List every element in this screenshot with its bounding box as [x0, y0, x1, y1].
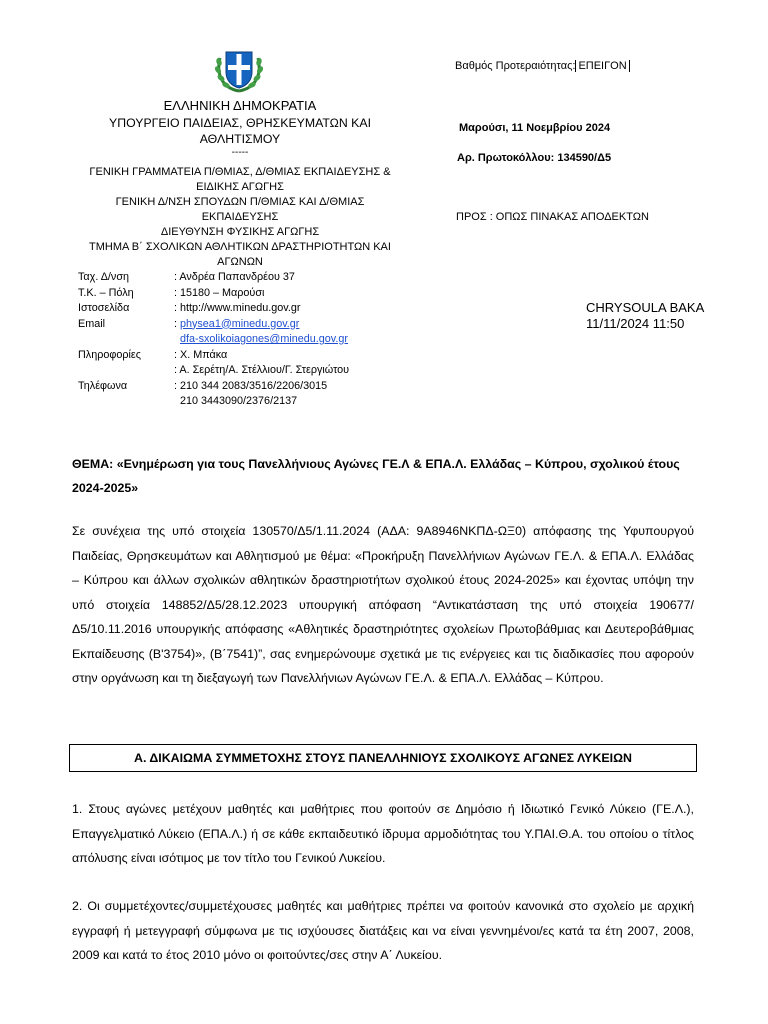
contact-label: Email: [78, 317, 105, 330]
directorate: ΔΙΕΥΘΥΝΣΗ ΦΥΣΙΚΗΣ ΑΓΩΓΗΣ: [160, 226, 320, 238]
contact-value: 210 3443090/2376/2137: [174, 395, 298, 407]
contact-row: [78, 332, 438, 348]
contact-row: [78, 286, 438, 302]
letterhead-units: [60, 165, 420, 270]
general-secretariat-line-2: ΕΙΔΙΚΗΣ ΑΓΩΓΗΣ: [196, 181, 284, 193]
contact-value: : http://www.minedu.gov.gr: [174, 302, 301, 314]
contact-value: : Ανδρέα Παπανδρέου 37: [174, 271, 295, 283]
contact-value: : Χ. Μπάκα: [174, 348, 228, 361]
contact-row: [78, 379, 438, 395]
contact-row: [78, 301, 438, 317]
contact-value: : 15180 – Μαρούσι: [174, 286, 265, 299]
contact-row: [78, 317, 438, 333]
separator: -----: [231, 147, 249, 158]
ministry-line-1: ΥΠΟΥΡΓΕΙΟ ΠΑΙΔΕΙΑΣ, ΘΡΗΣΚΕΥΜΑΤΩΝ ΚΑΙ: [109, 116, 371, 130]
contact-label: Ταχ. Δ/νση: [78, 271, 129, 283]
contact-label: Πληροφορίες: [78, 348, 141, 361]
general-directorate-line-2: ΕΚΠΑΙΔΕΥΣΗΣ: [201, 211, 279, 223]
department-line-1: ΤΜΗΜΑ Β΄ ΣΧΟΛΙΚΩΝ ΑΘΛΗΤΙΚΩΝ ΔΡΑΣΤΗΡΙΟΤΗΤΩΝ ΚΑΙ: [89, 241, 391, 253]
recipients-line: ΠΡΟΣ : ΟΠΩΣ ΠΙΝΑΚΑΣ ΑΠΟΔΕΚΤΩΝ: [456, 211, 649, 223]
contact-label: Τ.Κ. – Πόλη: [78, 286, 134, 299]
contact-row: [78, 270, 438, 286]
intro-paragraph: Σε συνέχεια της υπό στοιχεία 130570/Δ5/1.11.2024 (ΑΔΑ: 9Α8946ΝΚΠΔ-ΩΞ0) απόφασης της Υφυπουργού Παιδείας, Θρησκευμάτων και Αθλητισμού με θέμα: «Προκήρυξη Πανελλήνιων Αγώνων ΓΕ.Λ. & ΕΠΑ.Λ. Ελλάδας – Κύπρου και άλλων σχολικών αθλητικών δραστηριοτήτων σχολικού έτους 2024-2025» και έχοντας υπόψη την υπό στοιχεία 148852/Δ5/28.12.2023 υπουργική απόφαση “Αντικατάσταση της υπό στοιχεία 190677/Δ5/10.11.2016 υπουργικής απόφασης «Αθλητικές δραστηριότητες σχολείων Πρωτοβάθμιας και Δευτεροβάθμιας Εκπαίδευσης (Β'3754)», (Β΄7541)”, σας ενημερώνουμε σχετικά με τις ενέργειες και τις διαδικασίες που αφορούν στην οργάνωση και τη διεξαγωγή των Πανελλήνιων Αγώνων ΓΕ.Λ. & ΕΠΑ.Λ. Ελλάδας – Κύπρου.: [72, 524, 694, 685]
contact-row: [78, 363, 438, 379]
contact-value: :: [174, 317, 180, 330]
contact-row: [78, 394, 438, 410]
country-name: ΕΛΛΗΝΙΚΗ ΔΗΜΟΚΡΑΤΙΑ: [163, 98, 317, 113]
greek-coat-of-arms-icon: [212, 44, 266, 94]
contact-label: Τηλέφωνα: [78, 379, 128, 392]
point-1-paragraph: 1. Στους αγώνες μετέχουν μαθητές και μαθήτριες που φοιτούν σε Δημόσιο ή Ιδιωτικό Γενικό Λύκειο (ΓΕ.Λ.), Επαγγελματικό Λύκειο (ΕΠΑ.Λ.) ή σε κάθε εκπαιδευτικό ίδρυμα αρμοδιότητας του Υ.ΠΑΙ.Θ.Α. του οποίου ο τίτλος απόλυσης είναι ισότιμος με τον τίτλο του Γενικού Λυκείου.: [72, 802, 694, 865]
department-line-2: ΑΓΩΝΩΝ: [217, 256, 263, 268]
signature-datetime: 11/11/2024 11:50: [586, 316, 685, 331]
protocol-number: Αρ. Πρωτοκόλλου: 134590/Δ5: [457, 152, 612, 164]
signer-name: CHRYSOULA BAKA: [586, 300, 705, 315]
general-secretariat-line-1: ΓΕΝΙΚΗ ΓΡΑΜΜΑΤΕΙΑ Π/ΘΜΙΑΣ, Δ/ΘΜΙΑΣ ΕΚΠΑΙΔΕΥΣΗΣ &: [89, 166, 391, 178]
digital-signature: [586, 300, 704, 332]
priority-label: Βαθμός Προτεραιότητας:: [455, 60, 576, 72]
priority-value: ΕΠΕΙΓΟΝ: [575, 60, 629, 72]
email-link-physea1[interactable]: physea1@minedu.gov.gr: [180, 317, 300, 330]
contact-label: Ιστοσελίδα: [78, 302, 130, 314]
section-a-title: Α. ΔΙΚΑΙΩΜΑ ΣΥΜΜΕΤΟΧΗΣ ΣΤΟΥΣ ΠΑΝΕΛΛΗΝΙΟΥΣ ΣΧΟΛΙΚΟΥΣ ΑΓΩΝΕΣ ΛΥΚΕΙΩΝ: [69, 744, 697, 772]
contact-block: [78, 270, 438, 410]
ministry-line-2: ΑΘΛΗΤΙΣΜΟΥ: [199, 132, 281, 146]
letterhead: [60, 98, 420, 159]
point-2-paragraph: 2. Οι συμμετέχοντες/συμμετέχουσες μαθητές και μαθήτριες πρέπει να φοιτούν κανονικά στο σχολείο με αρχική εγγραφή ή μετεγγραφή σύμφωνα με τις ισχύουσες διατάξεις και να είναι γεννημένοι/ες κατά τα έτη 2007, 2008, 2009 και κατά το έτος 2010 μόνο οι φοιτούντες/σες στην Α΄ Λυκείου.: [72, 899, 694, 962]
contact-row: [78, 348, 438, 364]
contact-value: : Α. Σερέτη/Α. Στέλλιου/Γ. Στεργιώτου: [174, 364, 350, 376]
general-directorate-line-1: ΓΕΝΙΚΗ Δ/ΝΣΗ ΣΠΟΥΔΩΝ Π/ΘΜΙΑΣ ΚΑΙ Δ/ΘΜΙΑΣ: [115, 196, 365, 208]
email-link-sxolikoiagones[interactable]: dfa-sxolikoiagones@minedu.gov.gr: [180, 333, 349, 345]
document-date: Μαρούσι, 11 Νοεμβρίου 2024: [459, 122, 611, 134]
priority-line: [455, 59, 630, 73]
contact-value: : 210 344 2083/3516/2206/3015: [174, 379, 328, 392]
subject: ΘΕΜΑ: «Ενημέρωση για τους Πανελλήνιους Αγώνες ΓΕ.Λ & ΕΠΑ.Λ. Ελλάδας – Κύπρου, σχολικού έτους 2024-2025»: [72, 457, 680, 495]
